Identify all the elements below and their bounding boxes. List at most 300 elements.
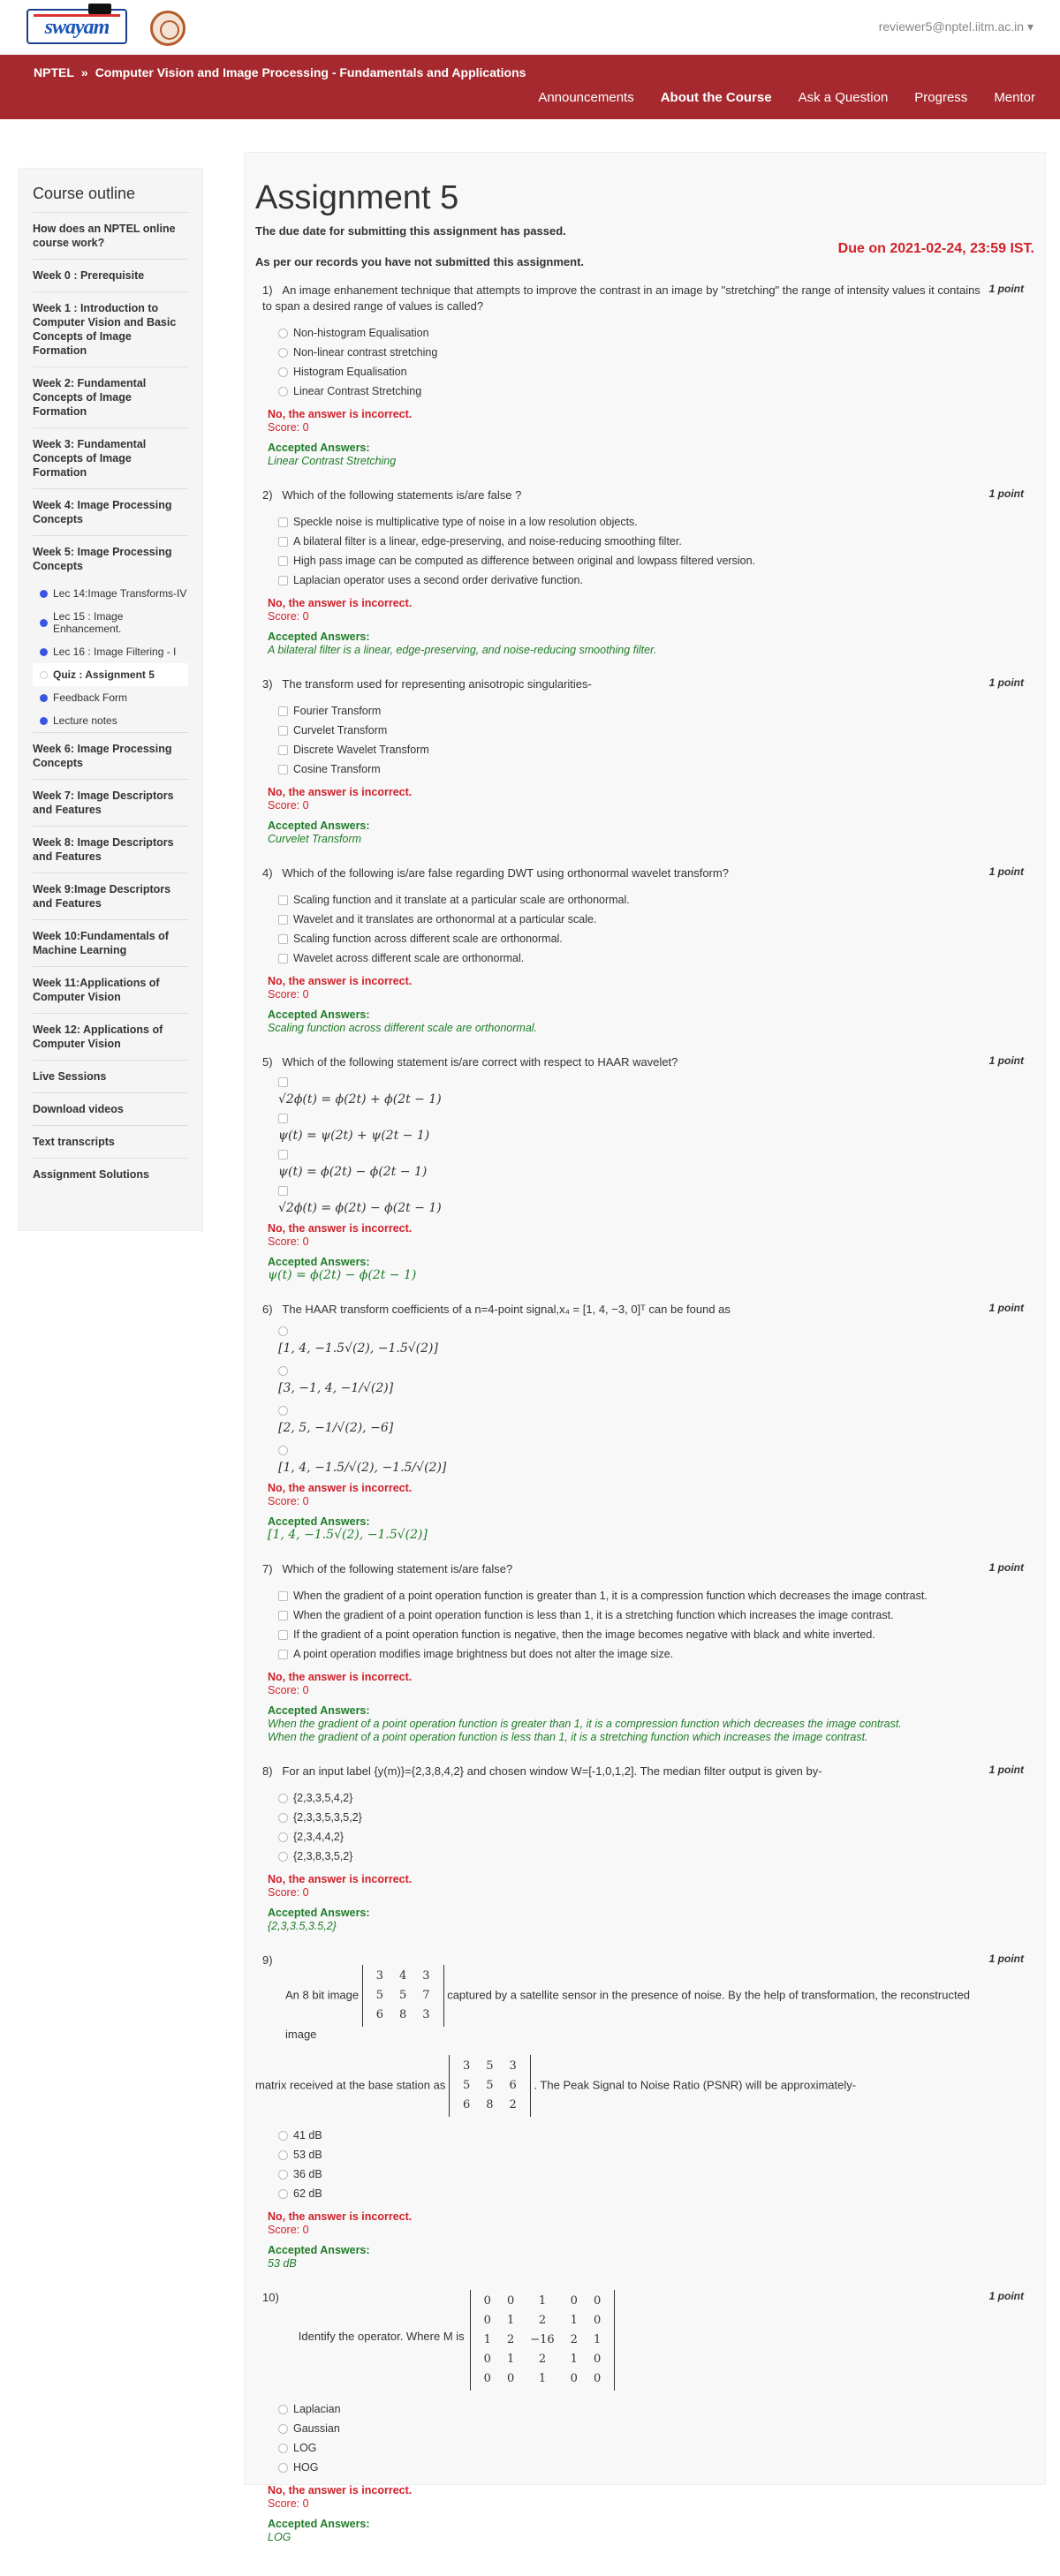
subitem-label: Lec 16 : Image Filtering - I [53, 646, 177, 658]
option[interactable] [278, 1788, 1034, 1808]
score: Score: 0 [268, 988, 309, 1001]
matrix-cell: 3 [422, 2008, 430, 2021]
option-label: Curvelet Transform [293, 724, 388, 737]
option-label: A bilateral filter is a linear, edge-preserving, and noise-reducing smoothing filter. [293, 535, 682, 548]
question-body: Which of the following statement is/are correct with respect to HAAR wavelet? [282, 1055, 678, 1069]
feedback [255, 1222, 1034, 1282]
breadcrumb-home[interactable]: NPTEL [34, 65, 74, 79]
option[interactable] [278, 1605, 1034, 1625]
question-body: The HAAR transform coefficients of a n=4-point signal,x₄ = [1, 4, −3, 0]ᵀ can be found as [282, 1303, 731, 1316]
radio-icon[interactable] [278, 1832, 288, 1842]
sidebar-item[interactable]: Week 1 : Introduction to Computer Vision and Basic Concepts of Image Formation [33, 292, 188, 367]
accepted-answer: Linear Contrast Stretching [268, 455, 397, 467]
breadcrumb [30, 65, 529, 79]
option[interactable] [278, 512, 1034, 532]
sidebar-subitem-current[interactable] [33, 663, 188, 686]
matrix-cell: 1 [506, 2314, 515, 2327]
not-submitted-note: As per our records you have not submitted this assignment. [255, 255, 585, 268]
matrix-cell: 2 [506, 2333, 515, 2346]
question-body: Which of the following is/are false regarding DWT using orthonormal wavelet transform? [282, 866, 729, 880]
sidebar-item[interactable]: Week 3: Fundamental Concepts of Image Formation [33, 428, 188, 489]
sidebar-item[interactable]: Week 0 : Prerequisite [33, 260, 188, 292]
option[interactable] [278, 1114, 1034, 1143]
option-label: Cosine Transform [293, 763, 381, 775]
question-body-line2 [255, 2055, 981, 2117]
option[interactable] [278, 2126, 1034, 2145]
checkbox-icon[interactable] [278, 1114, 288, 1123]
sidebar-item[interactable]: Week 11:Applications of Computer Vision [33, 967, 188, 1014]
score: Score: 0 [268, 1886, 309, 1899]
radio-icon[interactable] [278, 1406, 288, 1416]
option[interactable] [278, 1366, 1034, 1395]
radio-icon[interactable] [278, 329, 288, 338]
nav-announcements[interactable]: Announcements [538, 90, 634, 105]
feedback [255, 408, 1034, 468]
options [255, 2399, 1034, 2477]
score: Score: 0 [268, 421, 309, 434]
question-points: 1 point [988, 1953, 1024, 1965]
question-number: 9) [262, 1953, 273, 1967]
radio-icon[interactable] [278, 2444, 288, 2453]
image-matrix [362, 1965, 444, 2027]
subitem-label: Lecture notes [53, 714, 117, 727]
radio-icon[interactable] [278, 2170, 288, 2179]
radio-icon[interactable] [278, 1813, 288, 1823]
options [255, 2126, 1034, 2203]
question-5 [255, 1054, 1034, 1282]
accepted-label: Accepted Answers: [268, 2518, 370, 2530]
option[interactable] [278, 2184, 1034, 2203]
question-text [255, 1302, 1034, 1318]
matrix-cell: 7 [422, 1989, 430, 2002]
subitem-label: Feedback Form [53, 691, 128, 704]
question-points: 1 point [988, 283, 1024, 295]
option[interactable] [278, 551, 1034, 570]
checkbox-icon[interactable] [278, 1630, 288, 1640]
checkbox-icon[interactable] [278, 1150, 288, 1160]
option[interactable] [278, 759, 1034, 779]
matrix-cell: 2 [509, 2098, 517, 2111]
option[interactable] [278, 2458, 1034, 2477]
nav-progress[interactable]: Progress [914, 90, 968, 105]
question-7 [255, 1561, 1034, 1744]
option-label: Scaling function and it translate at a particular scale are orthonormal. [293, 894, 630, 906]
subitem-label: Lec 15 : Image Enhancement. [53, 610, 124, 635]
option-label: High pass image can be computed as difference between original and lowpass filtered version. [293, 555, 755, 567]
incorrect-message: No, the answer is incorrect. [268, 2210, 413, 2223]
checkbox-icon[interactable] [278, 934, 288, 944]
sidebar-subitem[interactable] [33, 605, 188, 640]
option[interactable] [278, 2145, 1034, 2164]
option-label: [2, 5, −1/√(2), −6] [278, 1421, 394, 1435]
feedback [255, 1671, 1034, 1744]
question-number: 7) [262, 1562, 273, 1575]
option[interactable] [278, 2419, 1034, 2438]
question-body-part: An 8 bit image [285, 1988, 360, 2002]
option-label: Non-linear contrast stretching [293, 346, 438, 359]
option[interactable] [278, 1625, 1034, 1644]
checkbox-icon[interactable] [278, 517, 288, 527]
matrix-cell: 0 [570, 2294, 578, 2308]
option-label: {2,3,3,5,4,2} [293, 1792, 353, 1804]
matrix-cell: 0 [593, 2294, 602, 2308]
question-1 [255, 283, 1034, 468]
checkbox-icon[interactable] [278, 745, 288, 755]
question-body: Which of the following statements is/are false ? [282, 488, 522, 502]
feedback [255, 1873, 1034, 1933]
question-text [255, 865, 1034, 881]
question-body: For an input label {y(m)}={2,3,8,4,2} and chosen window W=[-1,0,1,2]. The median filter output is given by- [282, 1764, 822, 1778]
checkbox-icon[interactable] [278, 556, 288, 566]
breadcrumb-course[interactable]: Computer Vision and Image Processing - Fundamentals and Applications [95, 65, 526, 79]
question-points: 1 point [988, 1561, 1024, 1574]
accepted-answer: A bilateral filter is a linear, edge-preserving, and noise-reducing smoothing filter. [268, 644, 657, 656]
matrix-cell: 0 [483, 2353, 491, 2366]
option-label: Linear Contrast Stretching [293, 385, 422, 397]
option-label: When the gradient of a point operation function is greater than 1, it is a compression function which decreases the image contrast. [293, 1590, 928, 1602]
nav-about-course[interactable]: About the Course [660, 90, 772, 105]
course-outline-sidebar [18, 168, 203, 1231]
option[interactable] [278, 323, 1034, 343]
accepted-answer: When the gradient of a point operation function is greater than 1, it is a compression function which decreases the image contrast. [268, 1718, 902, 1730]
feedback [255, 2484, 1034, 2544]
completed-dot-icon [40, 694, 48, 702]
checkbox-icon[interactable] [278, 1591, 288, 1601]
matrix-cell: −16 [530, 2333, 555, 2346]
feedback [255, 975, 1034, 1035]
option[interactable] [278, 1586, 1034, 1605]
sidebar-subitem[interactable] [33, 582, 188, 605]
accepted-label: Accepted Answers: [268, 1515, 370, 1528]
question-number: 8) [262, 1764, 273, 1778]
pending-dot-icon [40, 671, 48, 679]
question-text [255, 1764, 1034, 1779]
accepted-answer: LOG [268, 2531, 292, 2543]
accepted-label: Accepted Answers: [268, 631, 370, 643]
question-body-part: captured by a satellite sensor in the presence of noise. By the help of transformation, the reconstructed image [285, 1988, 971, 2041]
checkbox-icon[interactable] [278, 726, 288, 736]
option[interactable] [278, 701, 1034, 721]
question-body [262, 1965, 981, 2043]
option-label: Speckle noise is multiplicative type of noise in a low resolution objects. [293, 516, 638, 528]
reconstructed-matrix [449, 2055, 531, 2117]
accepted-label: Accepted Answers: [268, 1256, 370, 1268]
matrix-cell: 1 [506, 2353, 515, 2366]
matrix-cell: 5 [399, 1989, 407, 2002]
option-label: {2,3,3,5,3,5,2} [293, 1811, 362, 1824]
matrix-cell: 6 [509, 2079, 517, 2092]
accepted-answer: Curvelet Transform [268, 833, 362, 845]
option-label: Laplacian operator uses a second order derivative function. [293, 574, 583, 586]
matrix-cell: 0 [483, 2294, 491, 2308]
question-points: 1 point [988, 676, 1024, 689]
sidebar-subitem[interactable] [33, 686, 188, 709]
matrix-cell: 1 [570, 2353, 578, 2366]
completed-dot-icon [40, 590, 48, 598]
checkbox-icon[interactable] [278, 1611, 288, 1620]
option[interactable] [278, 343, 1034, 362]
option-label: Fourier Transform [293, 705, 382, 717]
accepted-label: Accepted Answers: [268, 820, 370, 832]
matrix-cell: 2 [538, 2314, 547, 2327]
option[interactable] [278, 1326, 1034, 1356]
sidebar-item[interactable]: Text transcripts [33, 1126, 188, 1159]
incorrect-message: No, the answer is incorrect. [268, 1222, 413, 1235]
question-body: Which of the following statement is/are false? [282, 1562, 513, 1575]
nav-ask-question[interactable]: Ask a Question [798, 90, 889, 105]
option[interactable] [278, 1150, 1034, 1179]
radio-icon[interactable] [278, 348, 288, 358]
matrix-cell: 8 [486, 2098, 494, 2111]
options [255, 323, 1034, 401]
radio-icon[interactable] [278, 387, 288, 397]
option-label: If the gradient of a point operation function is negative, then the image becomes negative with black and white inverted. [293, 1628, 875, 1641]
matrix-cell: 0 [593, 2314, 602, 2327]
option-label: Gaussian [293, 2422, 340, 2435]
matrix-cell: 6 [462, 2098, 471, 2111]
matrix-cell: 0 [593, 2353, 602, 2366]
page-title: Assignment 5 [255, 179, 459, 216]
accepted-answer: [1, 4, −1.5√(2), −1.5√(2)] [268, 1528, 428, 1542]
options [255, 1326, 1034, 1475]
subitem-label: Lec 14:Image Transforms-IV [53, 587, 187, 600]
option-label: When the gradient of a point operation function is less than 1, it is a stretching function which increases the image contrast. [293, 1609, 894, 1621]
option-label: [1, 4, −1.5/√(2), −1.5/√(2)] [278, 1461, 447, 1475]
option-label: HOG [293, 2461, 319, 2474]
radio-icon[interactable] [278, 1852, 288, 1862]
radio-icon[interactable] [278, 2131, 288, 2141]
question-4 [255, 865, 1034, 1035]
breadcrumb-separator: » [80, 65, 88, 79]
matrix-cell: 2 [570, 2333, 578, 2346]
feedback [255, 1482, 1034, 1542]
incorrect-message: No, the answer is incorrect. [268, 408, 413, 420]
question-text [255, 283, 1034, 314]
radio-icon[interactable] [278, 1326, 288, 1336]
operator-matrix [470, 2290, 616, 2391]
sidebar-title: Course outline [33, 181, 188, 213]
feedback [255, 786, 1034, 846]
matrix-cell: 5 [486, 2059, 494, 2073]
question-points: 1 point [988, 1054, 1024, 1067]
question-text [255, 487, 1034, 503]
option-label: Wavelet and it translates are orthonormal at a particular scale. [293, 913, 597, 925]
matrix-cell: 3 [462, 2059, 471, 2073]
question-9 [255, 1953, 1034, 2270]
matrix-cell: 2 [538, 2353, 547, 2366]
swayam-logo[interactable] [26, 9, 127, 44]
option[interactable] [278, 2399, 1034, 2419]
matrix-cell: 0 [593, 2372, 602, 2385]
user-menu[interactable]: reviewer5@nptel.iitm.ac.in ▾ [878, 19, 1034, 34]
option[interactable] [278, 1644, 1034, 1664]
question-text [255, 1054, 1034, 1070]
option[interactable] [278, 929, 1034, 948]
option[interactable] [278, 1808, 1034, 1827]
sidebar-item[interactable]: Week 2: Fundamental Concepts of Image Formation [33, 367, 188, 428]
option-label: {2,3,4,4,2} [293, 1831, 344, 1843]
option[interactable] [278, 1827, 1034, 1847]
accepted-answer: When the gradient of a point operation function is less than 1, it is a stretching function which increases the image contrast. [268, 1731, 868, 1743]
option-label: Discrete Wavelet Transform [293, 744, 429, 756]
option[interactable] [278, 1446, 1034, 1475]
option-label: Non-histogram Equalisation [293, 327, 429, 339]
question-points: 1 point [988, 487, 1024, 500]
question-text [255, 1561, 1034, 1577]
checkbox-icon[interactable] [278, 706, 288, 716]
radio-icon[interactable] [278, 2405, 288, 2414]
question-number: 5) [262, 1055, 273, 1069]
sidebar-item[interactable]: How does an NPTEL online course work? [33, 213, 188, 260]
accepted-label: Accepted Answers: [268, 2244, 370, 2256]
checkbox-icon[interactable] [278, 954, 288, 963]
sidebar-item[interactable]: Week 12: Applications of Computer Vision [33, 1014, 188, 1061]
option[interactable] [278, 2438, 1034, 2458]
matrix-cell: 0 [506, 2294, 515, 2308]
option-label: Wavelet across different scale are orthonormal. [293, 952, 525, 964]
option[interactable] [278, 2164, 1034, 2184]
sidebar-item[interactable]: Week 7: Image Descriptors and Features [33, 780, 188, 827]
matrix-cell: 1 [538, 2372, 547, 2385]
matrix-cell: 4 [399, 1969, 407, 1983]
course-header [0, 55, 1060, 119]
checkbox-icon[interactable] [278, 1650, 288, 1659]
radio-icon[interactable] [278, 2150, 288, 2160]
option-label: 41 dB [293, 2129, 322, 2142]
question-8 [255, 1764, 1034, 1933]
checkbox-icon[interactable] [278, 1077, 288, 1087]
checkbox-icon[interactable] [278, 576, 288, 585]
question-number: 1) [262, 283, 273, 297]
question-points: 1 point [988, 2290, 1024, 2302]
radio-icon[interactable] [278, 1446, 288, 1455]
option-label: Laplacian [293, 2403, 341, 2415]
matrix-cell: 1 [593, 2333, 602, 2346]
question-number: 3) [262, 677, 273, 691]
radio-icon[interactable] [278, 2189, 288, 2199]
completed-dot-icon [40, 619, 48, 627]
checkbox-icon[interactable] [278, 1186, 288, 1196]
incorrect-message: No, the answer is incorrect. [268, 975, 413, 987]
sidebar-subitem[interactable] [33, 640, 188, 663]
checkbox-icon[interactable] [278, 765, 288, 774]
checkbox-icon[interactable] [278, 537, 288, 547]
question-3 [255, 676, 1034, 846]
radio-icon[interactable] [278, 2463, 288, 2473]
option-label: Scaling function across different scale are orthonormal. [293, 933, 563, 945]
matrix-cell: 5 [486, 2079, 494, 2092]
question-text [255, 1953, 1034, 2117]
sidebar-item[interactable]: Week 9:Image Descriptors and Features [33, 873, 188, 920]
question-6 [255, 1302, 1034, 1542]
matrix-cell: 1 [570, 2314, 578, 2327]
radio-icon[interactable] [278, 2424, 288, 2434]
sidebar-item[interactable]: Download videos [33, 1093, 188, 1126]
option[interactable] [278, 1186, 1034, 1215]
question-body: Identify the operator. Where M is [298, 2330, 465, 2343]
option[interactable] [278, 1847, 1034, 1866]
matrix-cell: 0 [506, 2372, 515, 2385]
option[interactable] [278, 721, 1034, 740]
radio-icon[interactable] [278, 1366, 288, 1376]
feedback [255, 597, 1034, 657]
question-2 [255, 487, 1034, 657]
options [255, 1586, 1034, 1664]
question-points: 1 point [988, 865, 1024, 878]
graduation-cap-icon [88, 4, 111, 14]
matrix-cell: 0 [483, 2314, 491, 2327]
nav-mentor[interactable]: Mentor [994, 90, 1035, 105]
option[interactable] [278, 910, 1034, 929]
option[interactable] [278, 890, 1034, 910]
question-10 [255, 2290, 1034, 2544]
sidebar-item[interactable]: Live Sessions [33, 1061, 188, 1093]
option-label: [3, −1, 4, −1/√(2)] [278, 1381, 394, 1395]
sidebar-item[interactable]: Week 4: Image Processing Concepts [33, 489, 188, 536]
accepted-label: Accepted Answers: [268, 1008, 370, 1021]
options [255, 701, 1034, 779]
option[interactable] [278, 532, 1034, 551]
options [255, 890, 1034, 968]
matrix-cell: 5 [375, 1989, 384, 2002]
question-number: 2) [262, 488, 273, 502]
sidebar-item[interactable]: Assignment Solutions [33, 1168, 149, 1181]
matrix-cell: 6 [375, 2008, 384, 2021]
options [255, 1077, 1034, 1215]
option[interactable] [278, 948, 1034, 968]
option-label: √2ϕ(t) = ϕ(2t) + ϕ(2t − 1) [278, 1092, 442, 1107]
matrix-cell: 1 [538, 2294, 547, 2308]
sidebar-item[interactable]: Week 6: Image Processing Concepts [33, 733, 188, 780]
option-label: LOG [293, 2442, 317, 2454]
option-label: {2,3,8,3,5,2} [293, 1850, 353, 1862]
question-text [255, 2290, 1034, 2391]
option[interactable] [278, 1406, 1034, 1435]
option-label: ψ(t) = ψ(2t) + ψ(2t − 1) [278, 1129, 430, 1143]
score: Score: 0 [268, 2224, 309, 2236]
question-number: 4) [262, 866, 273, 880]
question-points: 1 point [988, 1302, 1024, 1314]
option[interactable] [278, 1077, 1034, 1107]
score: Score: 0 [268, 2497, 309, 2510]
option[interactable] [278, 740, 1034, 759]
option[interactable] [278, 381, 1034, 401]
option[interactable] [278, 570, 1034, 590]
checkbox-icon[interactable] [278, 915, 288, 925]
question-number: 6) [262, 1303, 273, 1316]
score: Score: 0 [268, 1684, 309, 1696]
assignment-panel [244, 152, 1046, 2543]
incorrect-message: No, the answer is incorrect. [268, 1482, 413, 1494]
incorrect-message: No, the answer is incorrect. [268, 1873, 413, 1885]
score: Score: 0 [268, 799, 309, 812]
checkbox-icon[interactable] [278, 895, 288, 905]
top-bar [0, 0, 1060, 55]
sidebar-subitem[interactable] [33, 709, 188, 733]
sidebar-item[interactable]: Week 10:Fundamentals of Machine Learning [33, 920, 188, 967]
matrix-cell: 1 [483, 2333, 491, 2346]
radio-icon[interactable] [278, 367, 288, 377]
question-body: An image enhanement technique that attempts to improve the contrast in an image by "stretching" the range of intensity values it contains to span a desired range of values is called? [262, 283, 980, 313]
sidebar-item[interactable]: Week 8: Image Descriptors and Features [33, 827, 188, 873]
sidebar-item-week5[interactable]: Week 5: Image Processing Concepts [33, 546, 172, 572]
option[interactable] [278, 362, 1034, 381]
matrix-cell: 3 [375, 1969, 384, 1983]
option-label: [1, 4, −1.5√(2), −1.5√(2)] [278, 1341, 438, 1356]
radio-icon[interactable] [278, 1794, 288, 1803]
incorrect-message: No, the answer is incorrect. [268, 786, 413, 798]
question-points: 1 point [988, 1764, 1024, 1776]
